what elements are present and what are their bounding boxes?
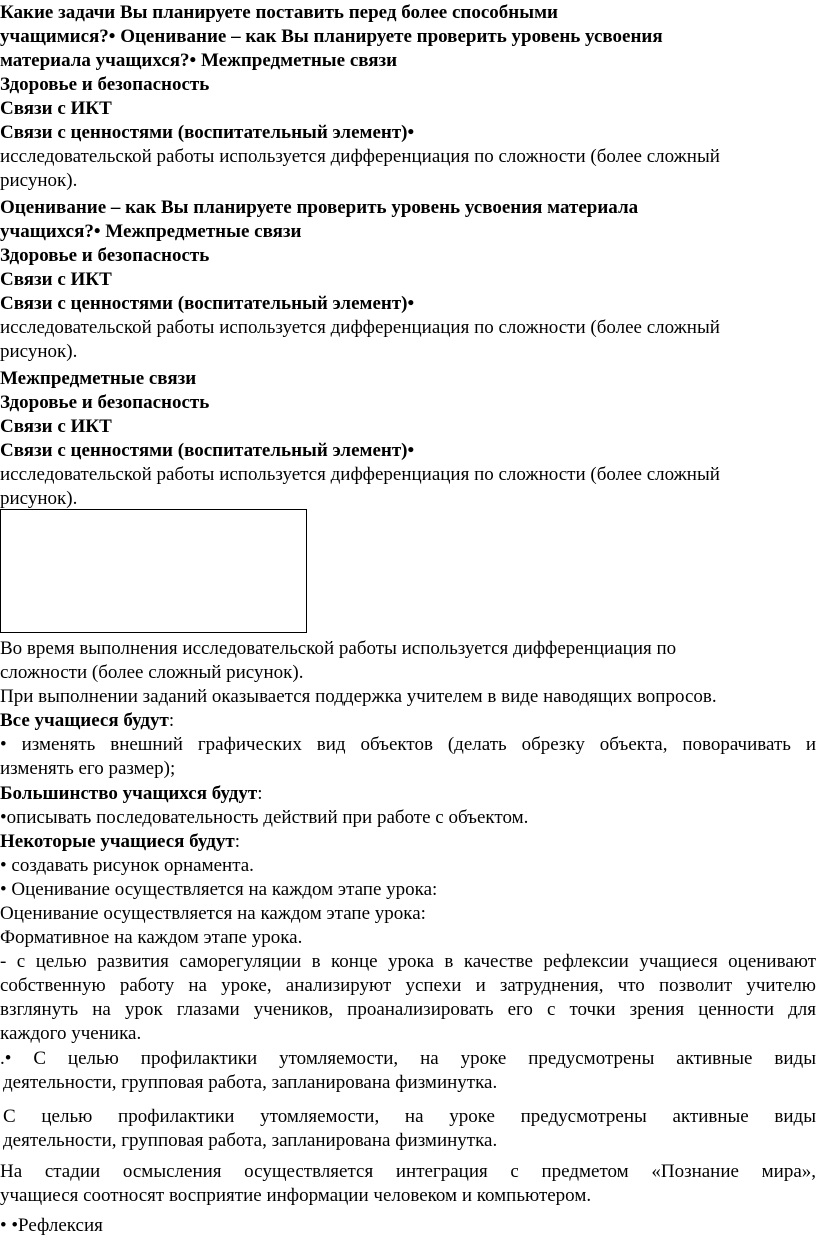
s3-research-line-2: рисунок). (0, 488, 78, 509)
s1-ict-heading: Связи с ИКТ (0, 98, 112, 119)
s3-values-heading: Связи с ценностями (воспитательный элемент)• (0, 440, 415, 461)
s2-health-heading: Здоровье и безопасность (0, 245, 210, 266)
some-students-line: Некоторые учащиеся будут: (0, 831, 240, 852)
s1-health-heading: Здоровье и безопасность (0, 74, 210, 95)
s2-research-line-2: рисунок). (0, 341, 78, 362)
s1-question-line-3: материала учащихся?• Межпредметные связи (0, 50, 398, 71)
reflection-line-4: каждого ученика. (0, 1023, 142, 1044)
all-students-item-line-1: • изменять внешний графических вид объектов (делать обрезку объекта, поворачивать и (0, 734, 816, 755)
s2-values-heading: Связи с ценностями (воспитательный элемент)• (0, 293, 415, 314)
reflexia-heading: • •Рефлексия (0, 1215, 103, 1236)
prophylaxis-2-line-2: деятельности, групповая работа, запланирована физминутка. (3, 1130, 498, 1151)
integration-line-2: учащиеся соотносят восприятие информации человеком и компьютером. (0, 1185, 592, 1206)
s2-evaluation-line-2: учащихся?• Межпредметные связи (0, 221, 302, 242)
s3-interdisciplinary-heading: Межпредметные связи (0, 368, 197, 389)
all-students-item-line-2: изменять его размер); (0, 758, 176, 779)
differentiation-line-1: Во время выполнения исследовательской работы используется дифференциация по (0, 638, 677, 659)
s3-research-line-1: исследовательской работы используется дифференциация по сложности (более сложный (0, 464, 720, 485)
evaluation-bullet-line: • Оценивание осуществляется на каждом этапе урока: (0, 879, 438, 900)
prophylaxis-1-line-2: деятельности, групповая работа, запланирована физминутка. (3, 1072, 498, 1093)
some-students-label: Некоторые учащиеся будут (0, 831, 235, 852)
reflection-line-3: взглянуть на урок глазами учеников, проанализировать его с точки зрения ценности для (0, 999, 816, 1020)
differentiation-line-2: сложности (более сложный рисунок). (0, 662, 304, 683)
s1-research-line-2: рисунок). (0, 170, 78, 191)
teacher-support-text: При выполнении заданий оказывается поддержка учителем в виде наводящих вопросов. (0, 686, 717, 707)
s1-research-line-1: исследовательской работы используется дифференциация по сложности (более сложный (0, 146, 720, 167)
s2-evaluation-line-1: Оценивание – как Вы планируете проверить уровень усвоения материала (0, 197, 639, 218)
all-students-line: Все учащиеся будут: (0, 710, 175, 731)
integration-line-1: На стадии осмысления осуществляется интеграция с предметом «Познание мира», (0, 1161, 816, 1182)
some-students-item: • создавать рисунок орнамента. (0, 855, 254, 876)
most-students-label: Большинство учащихся будут (0, 783, 258, 804)
empty-frame (0, 509, 307, 633)
evaluation-line: Оценивание осуществляется на каждом этапе урока: (0, 903, 426, 924)
s1-values-heading: Связи с ценностями (воспитательный элемент)• (0, 122, 415, 143)
all-students-label: Все учащиеся будут (0, 710, 169, 731)
reflection-line-2: собственную работу на уроке, анализируют успехи и затруднения, что позволит учителю (0, 975, 816, 996)
formative-line: Формативное на каждом этапе урока. (0, 927, 303, 948)
s3-ict-heading: Связи с ИКТ (0, 416, 112, 437)
s2-research-line-1: исследовательской работы используется дифференциация по сложности (более сложный (0, 317, 720, 338)
most-students-item: •описывать последовательность действий при работе с объектом. (0, 807, 529, 828)
s1-question-line-1: Какие задачи Вы планируете поставить перед более способными (0, 2, 558, 23)
prophylaxis-2-line-1: С целью профилактики утомляемости, на уроке предусмотрены активные виды (3, 1106, 816, 1127)
prophylaxis-1-line-1: .• С целью профилактики утомляемости, на уроке предусмотрены активные виды (0, 1048, 816, 1069)
s1-question-line-2: учащимися?• Оценивание – как Вы планируете проверить уровень усвоения (0, 26, 663, 47)
s2-ict-heading: Связи с ИКТ (0, 269, 112, 290)
reflection-line-1: - с целью развития саморегуляции в конце урока в качестве рефлексии учащиеся оценивают (0, 951, 816, 972)
most-students-line: Большинство учащихся будут: (0, 783, 263, 804)
s3-health-heading: Здоровье и безопасность (0, 392, 210, 413)
